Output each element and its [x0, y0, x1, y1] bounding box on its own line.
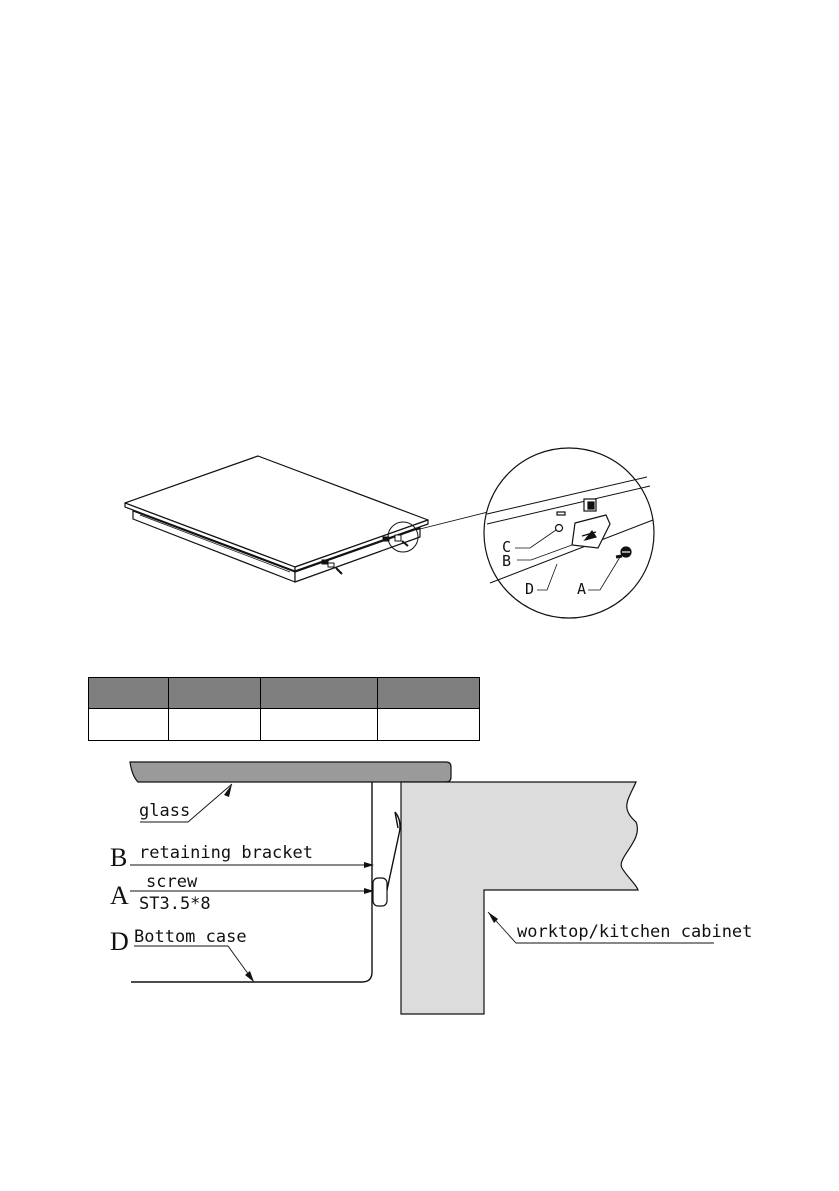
worktop-cabinet [401, 782, 638, 1014]
glass-label: glass [139, 801, 191, 821]
callout-c: C [502, 538, 512, 556]
table-header-row [89, 678, 480, 709]
table-cell [261, 709, 378, 741]
table-header-cell [89, 678, 169, 709]
case-letter: D [110, 927, 129, 956]
table-row [89, 709, 480, 741]
screw-head [373, 878, 387, 906]
callout-b: B [502, 552, 512, 570]
magnified-detail [484, 448, 654, 618]
table-header-cell [169, 678, 261, 709]
glass-slab [130, 762, 451, 782]
hob-perspective [125, 456, 508, 582]
screw-letter: A [110, 881, 129, 910]
table-cell [169, 709, 261, 741]
screw-label: screw [146, 872, 198, 892]
table-header-cell [378, 678, 480, 709]
cross-section-figure [0, 740, 839, 1040]
table-header-cell [261, 678, 378, 709]
callout-d: D [525, 580, 535, 598]
screw-hole-c [556, 525, 563, 532]
callout-a: A [577, 580, 587, 598]
bracket-letter: B [110, 843, 128, 872]
case-label: Bottom case [134, 927, 247, 947]
cabinet-label: worktop/kitchen cabinet [517, 922, 753, 942]
spec-table [88, 677, 480, 741]
table-cell [89, 709, 169, 741]
magnified-circle [484, 448, 654, 618]
screw-spec: ST3.5*8 [139, 894, 211, 914]
table-cell [378, 709, 480, 741]
bracket-label: retaining bracket [139, 843, 313, 863]
